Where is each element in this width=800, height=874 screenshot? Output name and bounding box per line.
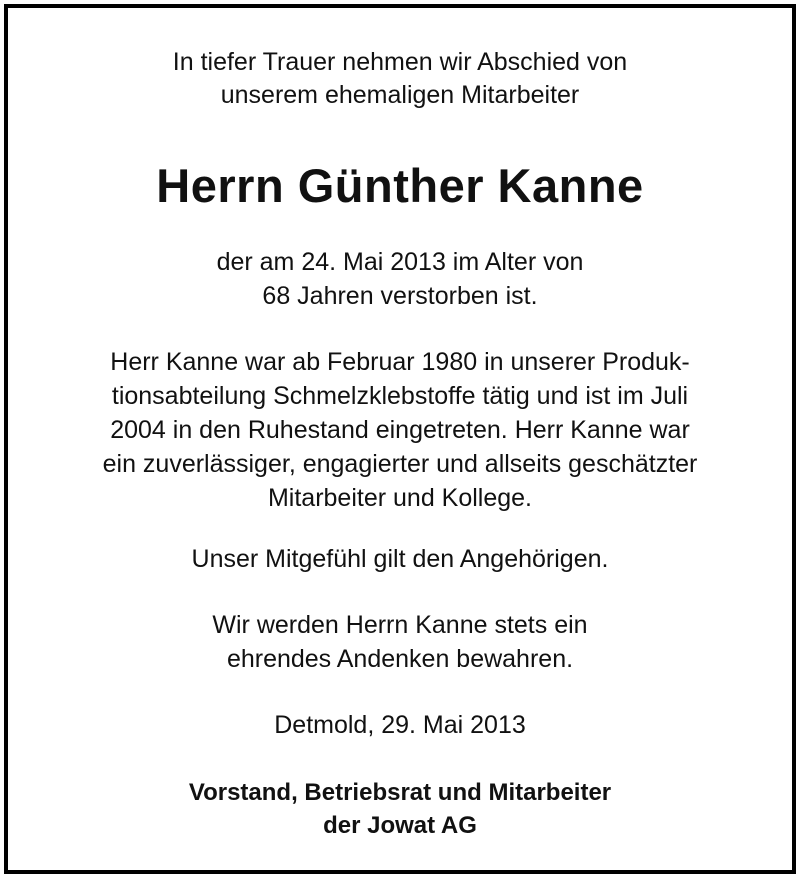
signature bbox=[8, 776, 792, 842]
memory-line: Wir werden Herrn Kanne stets ein bbox=[212, 611, 588, 639]
signature-line: der Jowat AG bbox=[323, 812, 477, 839]
death-line: 68 Jahren verstorben ist. bbox=[262, 282, 538, 310]
career-line: 2004 in den Ruhestand eingetreten. Herr Kanne war bbox=[110, 416, 690, 444]
career-line: ein zuverlässiger, engagierter und allseits geschätzter bbox=[102, 450, 698, 478]
intro-text bbox=[8, 46, 792, 112]
death-details bbox=[8, 245, 792, 313]
death-line: der am 24. Mai 2013 im Alter von bbox=[216, 248, 584, 276]
deceased-name: Herrn Günther Kanne bbox=[156, 159, 644, 212]
career-paragraph bbox=[8, 345, 792, 515]
place-date: Detmold, 29. Mai 2013 bbox=[274, 711, 526, 739]
career-line: Mitarbeiter und Kollege. bbox=[267, 484, 533, 512]
intro-line: In tiefer Trauer nehmen wir Abschied von bbox=[172, 48, 628, 76]
signature-line: Vorstand, Betriebsrat und Mitarbeiter bbox=[188, 779, 612, 806]
obituary-notice bbox=[4, 4, 796, 874]
intro-line: unserem ehemaligen Mitarbeiter bbox=[220, 81, 580, 109]
sympathy-text: Unser Mitgefühl gilt den Angehörigen. bbox=[191, 545, 609, 573]
career-line: tionsabteilung Schmelzklebstoffe tätig und ist im Juli bbox=[111, 382, 689, 410]
memory-line: ehrendes Andenken bewahren. bbox=[226, 645, 574, 673]
career-line: Herr Kanne war ab Februar 1980 in unserer Produk- bbox=[110, 348, 690, 376]
memory-text bbox=[8, 608, 792, 676]
